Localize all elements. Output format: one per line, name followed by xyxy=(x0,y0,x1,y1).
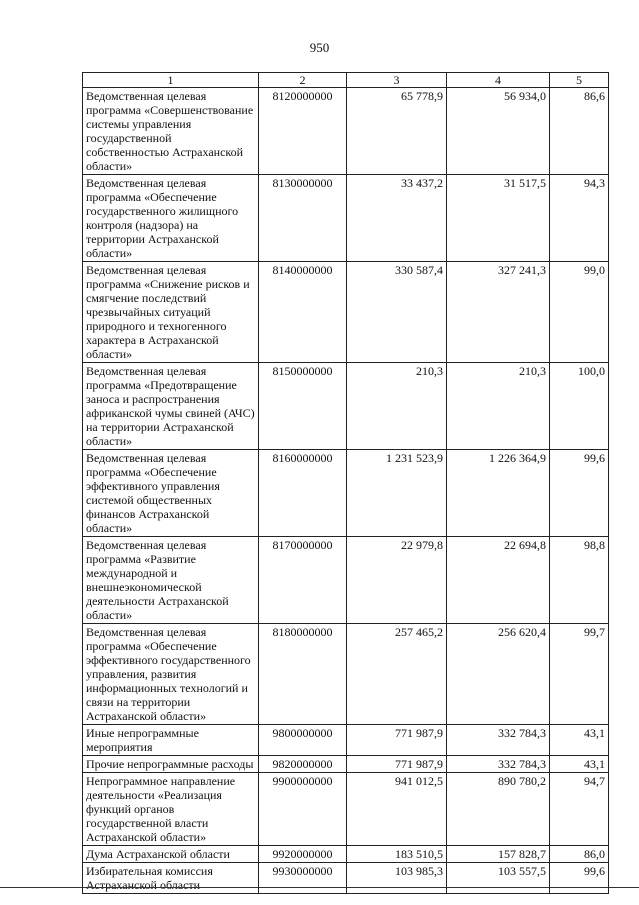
header-col-3: 3 xyxy=(347,73,447,88)
row-name-cell: Ведомственная целевая программа «Обеспечение эффективного управления системой общественных финансов Астраханской области» xyxy=(83,450,259,537)
row-percent-cell: 98,8 xyxy=(550,537,609,624)
row-name-cell: Иные непрограммные мероприятия xyxy=(83,725,259,756)
row-name-cell: Ведомственная целевая программа «Предотвращение заноса и распространения африканской чумы свиней (АЧС) на территории Астраханской области» xyxy=(83,363,259,450)
header-row xyxy=(83,73,609,88)
row-actual-cell: 103 557,5 xyxy=(447,863,550,894)
row-name-cell: Непрограммное направление деятельности «Реализация функций органов государственной власти Астраханской области» xyxy=(83,773,259,846)
row-plan-cell: 941 012,5 xyxy=(347,773,447,846)
row-plan-cell: 771 987,9 xyxy=(347,756,447,773)
row-code-cell: 9900000000 xyxy=(259,773,347,846)
table-row xyxy=(83,363,609,450)
row-name-cell: Ведомственная целевая программа «Снижение рисков и смягчение последствий чрезвычайных ситуаций природного и техногенного характера в Астраханской области» xyxy=(83,262,259,363)
header-col-4: 4 xyxy=(447,73,550,88)
row-percent-cell: 100,0 xyxy=(550,363,609,450)
row-percent-cell: 99,6 xyxy=(550,450,609,537)
row-actual-cell: 1 226 364,9 xyxy=(447,450,550,537)
row-name-cell: Ведомственная целевая программа «Развитие международной и внешнеэкономической деятельности Астраханской области» xyxy=(83,537,259,624)
row-name-cell: Прочие непрограммные расходы xyxy=(83,756,259,773)
row-code-cell: 9820000000 xyxy=(259,756,347,773)
row-code-cell: 9800000000 xyxy=(259,725,347,756)
row-actual-cell: 210,3 xyxy=(447,363,550,450)
row-name-cell: Ведомственная целевая программа «Обеспечение государственного жилищного контроля (надзора) на территории Астраханской области» xyxy=(83,175,259,262)
page-number: 950 xyxy=(309,40,330,55)
table-row xyxy=(83,863,609,894)
row-actual-cell: 256 620,4 xyxy=(447,624,550,725)
row-percent-cell: 99,7 xyxy=(550,624,609,725)
row-name-cell: Ведомственная целевая программа «Обеспечение эффективного государственного управления, развития информационных технологий и связи на территории Астраханской области» xyxy=(83,624,259,725)
table-row xyxy=(83,846,609,863)
table-row xyxy=(83,756,609,773)
row-code-cell: 9920000000 xyxy=(259,846,347,863)
table-body xyxy=(83,88,609,894)
row-plan-cell: 183 510,5 xyxy=(347,846,447,863)
row-percent-cell: 94,3 xyxy=(550,175,609,262)
row-actual-cell: 332 784,3 xyxy=(447,756,550,773)
header-col-1: 1 xyxy=(83,73,259,88)
row-percent-cell: 43,1 xyxy=(550,756,609,773)
table-row xyxy=(83,262,609,363)
row-plan-cell: 33 437,2 xyxy=(347,175,447,262)
bottom-divider xyxy=(0,887,639,888)
row-plan-cell: 103 985,3 xyxy=(347,863,447,894)
row-plan-cell: 1 231 523,9 xyxy=(347,450,447,537)
row-percent-cell: 86,6 xyxy=(550,88,609,175)
row-actual-cell: 22 694,8 xyxy=(447,537,550,624)
row-percent-cell: 43,1 xyxy=(550,725,609,756)
row-name-cell: Избирательная комиссия Астраханской области xyxy=(83,863,259,894)
table-row xyxy=(83,537,609,624)
row-plan-cell: 210,3 xyxy=(347,363,447,450)
row-name-cell: Дума Астраханской области xyxy=(83,846,259,863)
budget-table xyxy=(82,72,609,894)
row-code-cell: 8130000000 xyxy=(259,175,347,262)
header-col-2: 2 xyxy=(259,73,347,88)
row-plan-cell: 330 587,4 xyxy=(347,262,447,363)
row-percent-cell: 99,6 xyxy=(550,863,609,894)
row-percent-cell: 86,0 xyxy=(550,846,609,863)
row-actual-cell: 56 934,0 xyxy=(447,88,550,175)
table-row xyxy=(83,175,609,262)
row-actual-cell: 157 828,7 xyxy=(447,846,550,863)
row-actual-cell: 31 517,5 xyxy=(447,175,550,262)
row-code-cell: 8180000000 xyxy=(259,624,347,725)
table-row xyxy=(83,88,609,175)
row-plan-cell: 771 987,9 xyxy=(347,725,447,756)
row-name-cell: Ведомственная целевая программа «Совершенствование системы управления государственной собственностью Астраханской области» xyxy=(83,88,259,175)
row-actual-cell: 327 241,3 xyxy=(447,262,550,363)
header-col-5: 5 xyxy=(550,73,609,88)
table-row xyxy=(83,450,609,537)
row-plan-cell: 22 979,8 xyxy=(347,537,447,624)
table-row xyxy=(83,773,609,846)
table-row xyxy=(83,725,609,756)
table-row xyxy=(83,624,609,725)
row-code-cell: 8150000000 xyxy=(259,363,347,450)
row-code-cell: 8140000000 xyxy=(259,262,347,363)
row-code-cell: 8120000000 xyxy=(259,88,347,175)
row-percent-cell: 99,0 xyxy=(550,262,609,363)
row-percent-cell: 94,7 xyxy=(550,773,609,846)
row-plan-cell: 257 465,2 xyxy=(347,624,447,725)
row-plan-cell: 65 778,9 xyxy=(347,88,447,175)
row-code-cell: 8160000000 xyxy=(259,450,347,537)
row-code-cell: 8170000000 xyxy=(259,537,347,624)
row-actual-cell: 890 780,2 xyxy=(447,773,550,846)
row-code-cell: 9930000000 xyxy=(259,863,347,894)
row-actual-cell: 332 784,3 xyxy=(447,725,550,756)
